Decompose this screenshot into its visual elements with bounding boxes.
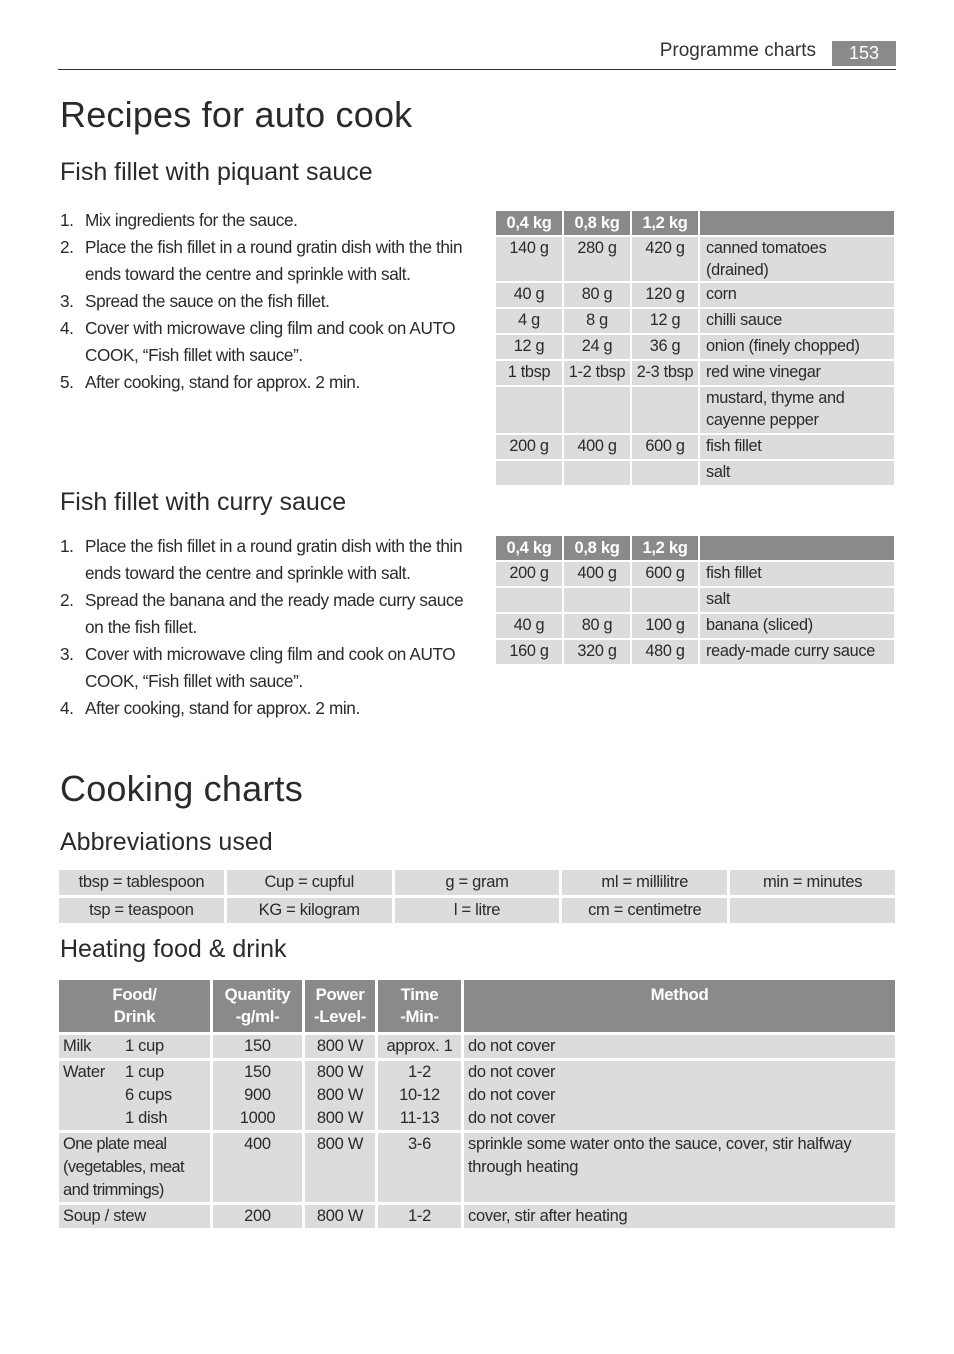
header-cell: 1,2 kg (632, 211, 698, 235)
piquant-ingredients-table (494, 209, 896, 487)
table-row: 140 g 280 g 420 g canned tomatoes (drained) (496, 237, 894, 281)
table-row: 40 g 80 g 100 g banana (sliced) (496, 614, 894, 638)
curry-steps (60, 533, 475, 722)
table-row: 1 tbsp 1-2 tbsp 2-3 tbsp red wine vinegar (496, 361, 894, 385)
list-item: 1. Mix ingredients for the sauce. (60, 210, 298, 230)
header-cell: 1,2 kg (632, 536, 698, 560)
table-header-row (496, 536, 894, 560)
header-cell: 0,8 kg (564, 536, 630, 560)
table-row: tsp = teaspoon KG = kilogram l = litre cm = centimetre (59, 898, 895, 923)
table-row: 160 g 320 g 480 g ready-made curry sauce (496, 640, 894, 664)
list-item: 3. Spread the sauce on the fish fillet. (60, 291, 330, 311)
curry-title: Fish fillet with curry sauce (60, 488, 347, 516)
recipes-title: Recipes for auto cook (60, 94, 413, 135)
header-food: Food/ Drink (59, 980, 210, 1032)
table-header-row (496, 211, 894, 235)
table-row: salt (496, 588, 894, 612)
list-item: 4. After cooking, stand for approx. 2 min. (60, 698, 360, 718)
header-cell: 0,4 kg (496, 211, 562, 235)
header-quantity: Quantity -g/ml- (213, 980, 302, 1032)
header-cell (700, 211, 894, 235)
table-header-row (59, 980, 895, 1032)
heating-table (56, 977, 898, 1231)
header-power: Power -Level- (305, 980, 375, 1032)
piquant-title: Fish fillet with piquant sauce (60, 158, 373, 186)
list-item: 2. Spread the banana and the ready made curry sauce on the fish fillet. (60, 590, 464, 637)
list-item: 4. Cover with microwave cling film and cook on AUTO COOK, “Fish fillet with sauce”. (60, 318, 456, 365)
page-header (58, 38, 896, 70)
header-cell (700, 536, 894, 560)
header-method: Method (464, 980, 895, 1032)
heating-title: Heating food & drink (60, 935, 287, 963)
table-row: Milk 1 cup 150 800 W approx. 1 do not cover (59, 1035, 895, 1058)
list-item: 3. Cover with microwave cling film and cook on AUTO COOK, “Fish fillet with sauce”. (60, 644, 456, 691)
cooking-title: Cooking charts (60, 768, 303, 809)
list-item: 2. Place the fish fillet in a round gratin dish with the thin ends toward the centre and sprinkle with salt. (60, 237, 463, 284)
header-cell: 0,8 kg (564, 211, 630, 235)
list-item: 5. After cooking, stand for approx. 2 min. (60, 372, 360, 392)
header-cell: 0,4 kg (496, 536, 562, 560)
table-row: 40 g 80 g 120 g corn (496, 283, 894, 307)
table-row: mustard, thyme and cayenne pepper (496, 387, 894, 433)
list-item: 1. Place the fish fillet in a round gratin dish with the thin ends toward the centre and sprinkle with salt. (60, 536, 463, 583)
table-row: Water 1 cup 6 cups 1 dish 150 900 1000 800 W 800 W 800 W 1-2 10-12 11-13 do not cover do not cover do not cover (59, 1061, 895, 1130)
table-row: Soup / stew 200 800 W 1-2 cover, stir after heating (59, 1205, 895, 1228)
table-row: salt (496, 461, 894, 485)
abbr-title: Abbreviations used (60, 828, 273, 856)
table-row: 4 g 8 g 12 g chilli sauce (496, 309, 894, 333)
piquant-steps (60, 207, 475, 396)
table-row: 200 g 400 g 600 g fish fillet (496, 435, 894, 459)
table-row: tbsp = tablespoon Cup = cupful g = gram ml = millilitre min = minutes (59, 870, 895, 895)
table-row: One plate meal (vegetables, meat and trimmings) 400 800 W 3-6 sprinkle some water onto the sauce, cover, stir halfway through heating (59, 1133, 895, 1202)
table-row: 200 g 400 g 600 g fish fillet (496, 562, 894, 586)
page-number: 153 (832, 41, 896, 66)
section-title: Programme charts (659, 40, 816, 61)
header-time: Time -Min- (378, 980, 461, 1032)
table-row: 12 g 24 g 36 g onion (finely chopped) (496, 335, 894, 359)
abbreviations-table (56, 867, 898, 926)
curry-ingredients-table (494, 534, 896, 666)
